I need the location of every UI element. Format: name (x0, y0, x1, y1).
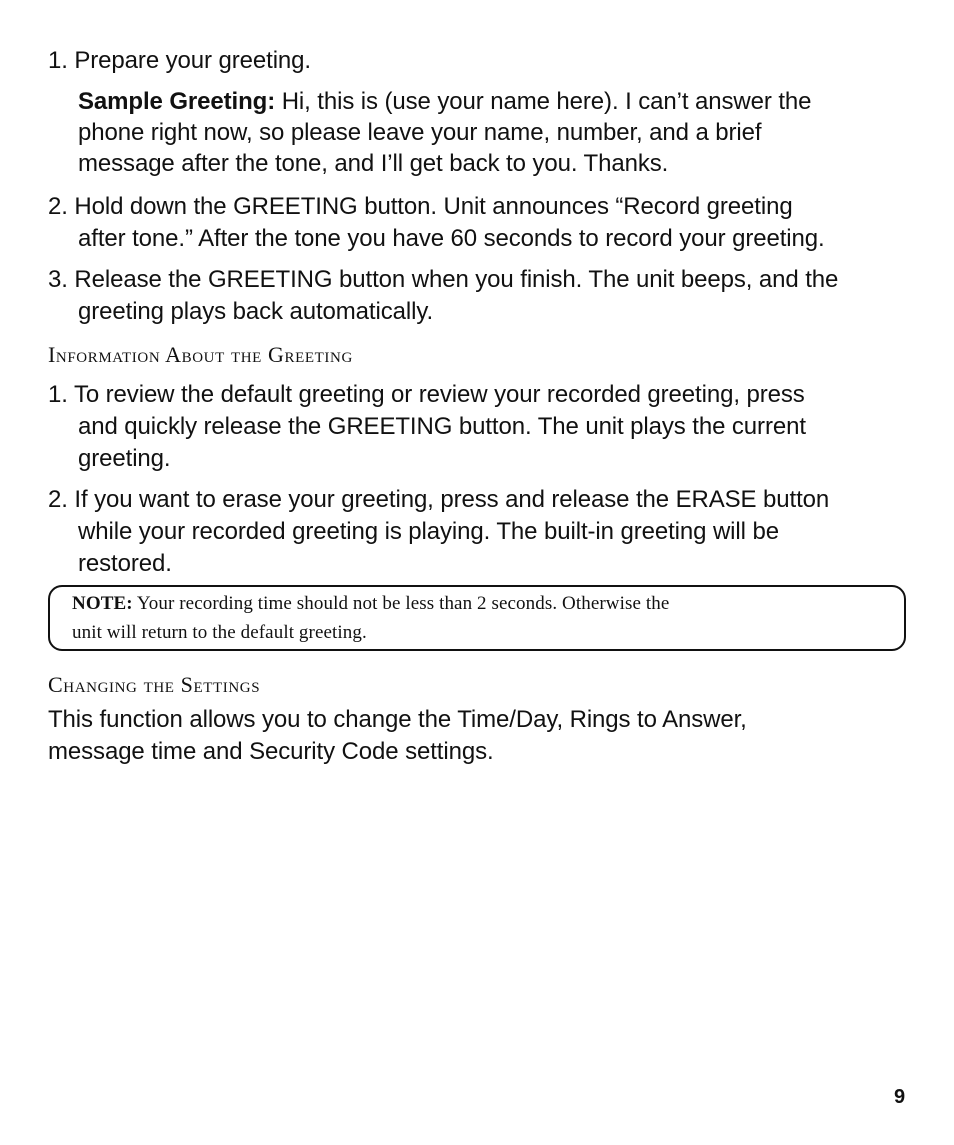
step-3-line-1: 3. Release the GREETING button when you finish. The unit beeps, and the (48, 266, 839, 293)
note-label: NOTE: (72, 593, 133, 614)
section-heading-information: Information About the Greeting (48, 342, 353, 367)
page-number: 9 (894, 1086, 906, 1108)
note-line-2: unit will return to the default greeting. (72, 622, 367, 643)
info-item-2-line-2: while your recorded greeting is playing. The built-in greeting will be (78, 518, 779, 545)
sample-greeting-line-1 (78, 87, 811, 117)
note-line-1 (72, 591, 669, 617)
step-2-line-1: 2. Hold down the GREETING button. Unit announces “Record greeting (48, 193, 793, 220)
info-item-1-line-3: greeting. (78, 445, 171, 472)
section-heading-settings: Changing the Settings (48, 672, 261, 697)
info-item-2-line-3: restored. (78, 550, 172, 577)
settings-paragraph-line-2: message time and Security Code settings. (48, 738, 494, 765)
note-text: Your recording time should not be less than 2 seconds. Otherwise the (132, 593, 670, 614)
step-1: 1. Prepare your greeting. (48, 47, 311, 74)
info-item-1-line-2: and quickly release the GREETING button. The unit plays the current (78, 413, 806, 440)
info-item-2-line-1: 2. If you want to erase your greeting, press and release the ERASE button (48, 486, 830, 513)
step-2-line-2: after tone.” After the tone you have 60 seconds to record your greeting. (78, 225, 825, 252)
sample-greeting-text: Hi, this is (use your name here). I can’t answer the (275, 88, 812, 115)
settings-paragraph-line-1: This function allows you to change the Time/Day, Rings to Answer, (48, 706, 747, 733)
info-item-1-line-1: 1. To review the default greeting or review your recorded greeting, press (48, 381, 805, 408)
sample-greeting-line-3: message after the tone, and I’ll get back to you. Thanks. (78, 150, 669, 177)
sample-greeting-label: Sample Greeting: (78, 88, 276, 115)
step-3-line-2: greeting plays back automatically. (78, 298, 434, 325)
sample-greeting-line-2: phone right now, so please leave your name, number, and a brief (78, 119, 762, 146)
